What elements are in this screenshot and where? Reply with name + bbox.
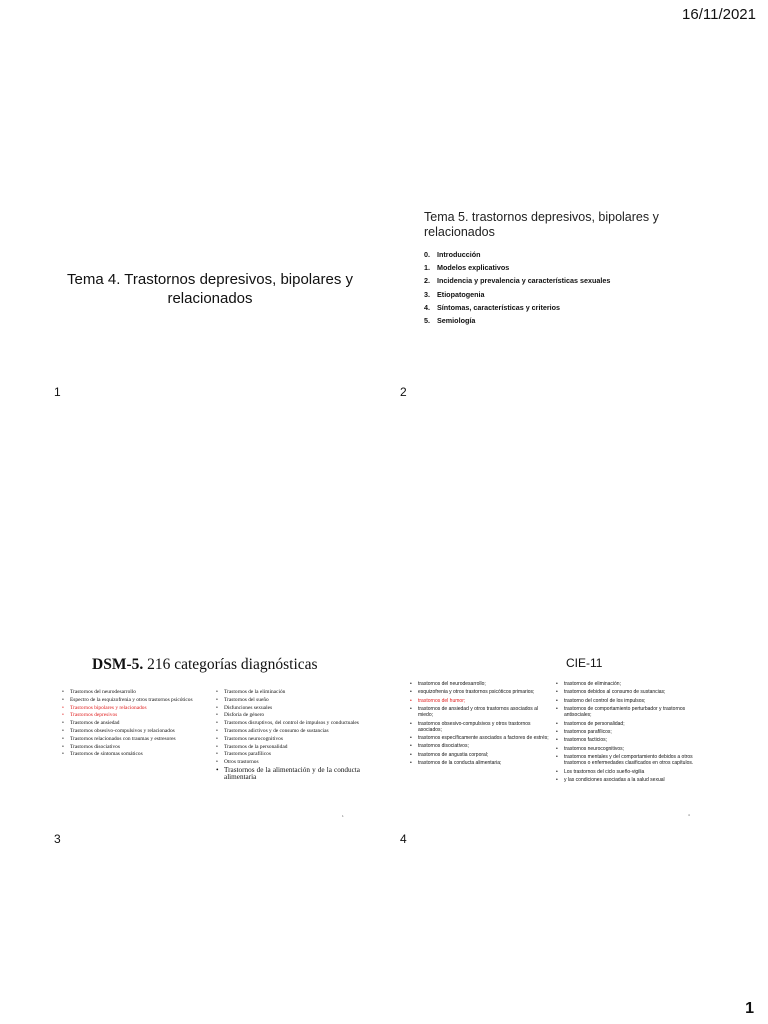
list-item: • Trastornos relacionados con traumas y estresores xyxy=(62,736,208,742)
page-number: 1 xyxy=(745,1000,754,1017)
dsm-categories-right xyxy=(216,689,360,783)
list-item: • Trastornos de la alimentación y de la conducta alimentaria xyxy=(216,767,360,782)
slide-1-title: Tema 4. Trastornos depresivos, bipolares y relacionados xyxy=(67,271,353,307)
list-item: • Disfunciones sexuales xyxy=(216,705,360,711)
list-item: • trastornos de personalidad; xyxy=(556,721,706,727)
list-item: • trastorno del control de los impulsos; xyxy=(556,698,706,704)
list-item: • Trastornos parafílicos xyxy=(216,751,360,757)
list-item: • trastornos de ansiedad y otros trastornos asociados al miedo; xyxy=(410,706,552,718)
cie-categories-left xyxy=(410,681,552,769)
list-item: • trastornos neurocognitivos; xyxy=(556,746,706,752)
list-item: • Trastornos de la eliminación xyxy=(216,689,360,695)
list-item: • Trastornos del neurodesarrollo xyxy=(62,689,208,695)
outline-item: 5. Semiología xyxy=(424,316,476,326)
list-item: • Trastornos disociativos xyxy=(62,744,208,750)
slide-2-outline xyxy=(424,248,754,327)
list-item: • trastornos facticios; xyxy=(556,737,706,743)
slide-2-number: 2 xyxy=(400,385,407,399)
list-item: • trastornos del neurodesarrollo; xyxy=(410,681,552,687)
list-item: • Espectro de la esquizofrenia y otros trastornos psicóticos xyxy=(62,697,208,703)
list-item: • trastornos de la conducta alimentaria; xyxy=(410,760,552,766)
list-item: • Trastornos de síntomas somáticos xyxy=(62,751,208,757)
list-item: • Los trastornos del ciclo sueño-vigilia xyxy=(556,769,706,775)
list-item: • trastornos de eliminación; xyxy=(556,681,706,687)
list-item-highlighted: • trastornos del humor; xyxy=(410,698,552,704)
list-item: • Otros trastornos xyxy=(216,759,360,765)
outline-item: 0. Introducción xyxy=(424,250,481,260)
list-item: • trastornos específicamente asociados a factores de estrés; xyxy=(410,735,552,741)
cie-categories-right xyxy=(556,681,706,785)
list-item: • trastornos obsesivo-compulsivos y otros trastornos asociados; xyxy=(410,721,552,733)
list-item: • Trastornos de ansiedad xyxy=(62,720,208,726)
outline-item: 2. Incidencia y prevalencia y características sexuales xyxy=(424,276,611,286)
list-item: • y las condiciones asociadas a la salud sexual xyxy=(556,777,706,783)
list-item: • trastornos de angustia corporal; xyxy=(410,752,552,758)
print-date: 16/11/2021 xyxy=(682,6,756,23)
list-item-highlighted: • Trastornos depresivos xyxy=(62,712,208,718)
slide-4-title: CIE-11 xyxy=(566,656,603,670)
list-item: • Trastornos obsesivo-compulsivos y relacionados xyxy=(62,728,208,734)
list-item: • Trastornos disruptivos, del control de impulsos y conductuales xyxy=(216,720,360,726)
list-item: • trastornos mentales y del comportamiento debidos a otros trastornos o enfermedades clasificados en otros capítulos. xyxy=(556,754,706,766)
list-item: • esquizofrenia y otros trastornos psicóticos primarios; xyxy=(410,689,552,695)
list-item: • Trastornos adictivos y de consumo de sustancias xyxy=(216,728,360,734)
list-item: • Disforia de género xyxy=(216,712,360,718)
slide-3-number: 3 xyxy=(54,832,61,846)
slide-4-number: 4 xyxy=(400,832,407,846)
list-item: • trastornos disociativos; xyxy=(410,743,552,749)
outline-item: 4. Síntomas, características y criterios xyxy=(424,302,561,312)
list-item: • trastornos parafílicos; xyxy=(556,729,706,735)
slide-2-title: Tema 5. trastornos depresivos, bipolares y relacionados xyxy=(424,210,659,239)
list-item: • Trastornos del sueño xyxy=(216,697,360,703)
outline-item: 3. Etiopatogenia xyxy=(424,289,485,299)
dsm-categories-left xyxy=(62,689,208,759)
list-item-highlighted: • Trastornos bipolares y relacionados xyxy=(62,705,208,711)
slide-1-number: 1 xyxy=(54,385,61,399)
list-item: • Trastornos neurocognitivos xyxy=(216,736,360,742)
list-item: • trastornos debidos al consumo de sustancias; xyxy=(556,689,706,695)
list-item: • trastornos de comportamiento perturbador y trastornos antisociales; xyxy=(556,706,706,718)
list-item: • Trastornos de la personalidad xyxy=(216,744,360,750)
slide-4-corner-mark: 4 xyxy=(688,813,690,817)
slide-3-title: DSM-5. 216 categorías diagnósticas xyxy=(92,656,318,673)
slide-3-corner-mark: 1 xyxy=(342,814,344,818)
outline-item: 1. Modelos explicativos xyxy=(424,263,510,273)
